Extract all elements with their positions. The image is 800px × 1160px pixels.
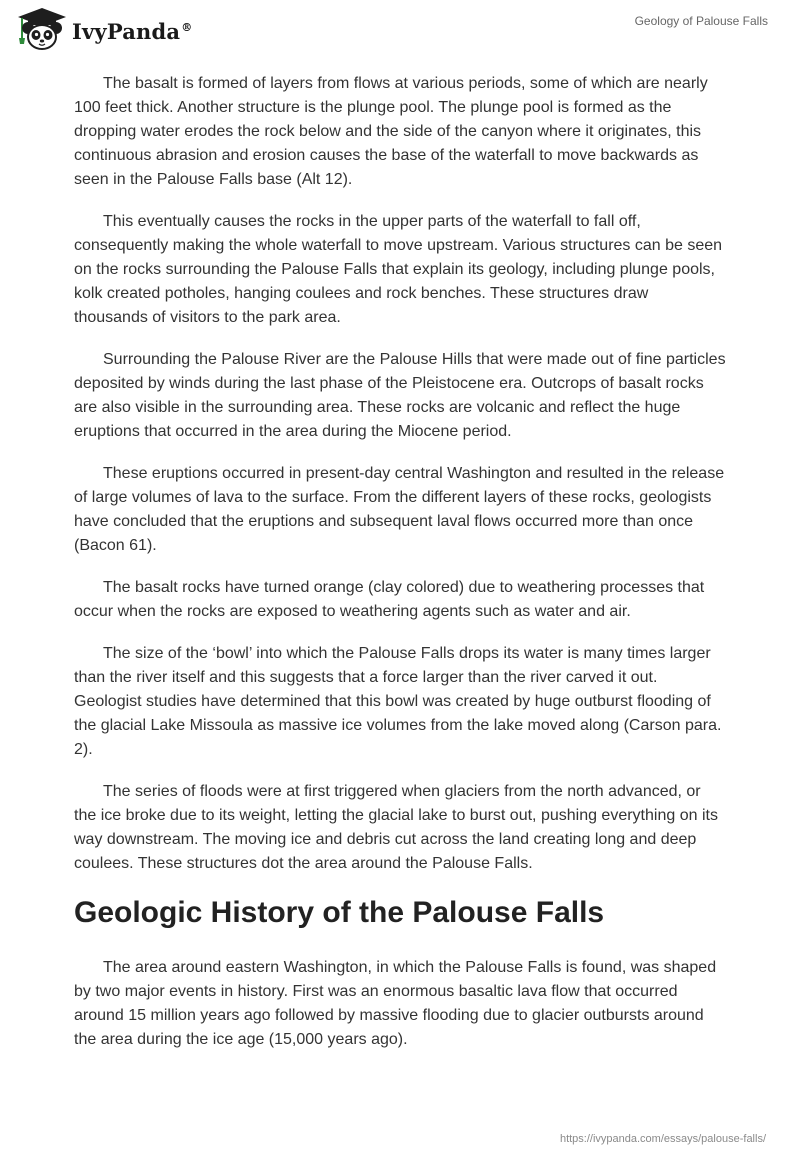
paragraph: This eventually causes the rocks in the upper parts of the waterfall to fall off, consequently making the whole waterfall to move upstream. Various structures can be seen on the rocks surrounding the Palouse Falls that explain its geology, including plunge pools, kolk created potholes, hanging coulees and rock benches. These structures draw thousands of visitors to the park area. — [74, 213, 723, 326]
ivypanda-logo[interactable] — [14, 6, 192, 52]
page-header — [0, 0, 800, 66]
paragraph: The series of floods were at first triggered when glaciers from the north advanced, or the ice broke due to its weight, letting the glacial lake to burst out, pushing everything on its way downstream. The moving ice and debris cut across the land creating long and deep coulees. These structures dot the area around the Palouse Falls. — [74, 783, 718, 872]
document-title: Geology of Palouse Falls — [634, 14, 768, 28]
paragraph: These eruptions occurred in present-day central Washington and resulted in the release of large volumes of lava to the surface. From the different layers of these rocks, geologists have concluded that the eruptions and subsequent laval flows occurred more than once (Bacon 61). — [74, 465, 725, 554]
paragraph: The area around eastern Washington, in which the Palouse Falls is found, was shaped by two major events in history. First was an enormous basaltic lava flow that occurred around 15 million years ago followed by massive flooding due to glacier outbursts around the area during the ice age (15,000 years ago). — [74, 959, 717, 1048]
paragraph: The size of the ‘bowl’ into which the Palouse Falls drops its water is many times larger than the river itself and this suggests that a force larger than the river carved it out. Geologist studies have determined that this bowl was created by huge outburst flooding of the glacial Lake Missoula as massive ice volumes from the lake moved along (Carson para. 2). — [74, 645, 722, 758]
panda-graduate-icon — [14, 6, 70, 52]
essay-body — [74, 72, 726, 1070]
registered-mark: ® — [181, 20, 193, 34]
paragraph: The basalt rocks have turned orange (clay colored) due to weathering processes that occur when the rocks are exposed to weathering agents such as water and air. — [74, 579, 705, 620]
source-url[interactable]: https://ivypanda.com/essays/palouse-falls/ — [559, 1133, 766, 1145]
section-heading: Geologic History of the Palouse Falls — [74, 896, 605, 929]
paragraph: Surrounding the Palouse River are the Palouse Hills that were made out of fine particles deposited by winds during the last phase of the Pleistocene era. Outcrops of basalt rocks are also visible in the surrounding area. These rocks are volcanic and reflect the huge eruptions that occurred in the area during the Miocene period. — [74, 351, 726, 440]
paragraph: The basalt is formed of layers from flows at various periods, some of which are nearly 100 feet thick. Another structure is the plunge pool. The plunge pool is formed as the dropping water erodes the rock below and the side of the canyon where it originates, this continuous abrasion and erosion causes the base of the waterfall to move backwards as seen in the Palouse Falls base (Alt 12). — [74, 75, 708, 188]
brand-name: IvyPanda® — [72, 18, 193, 44]
